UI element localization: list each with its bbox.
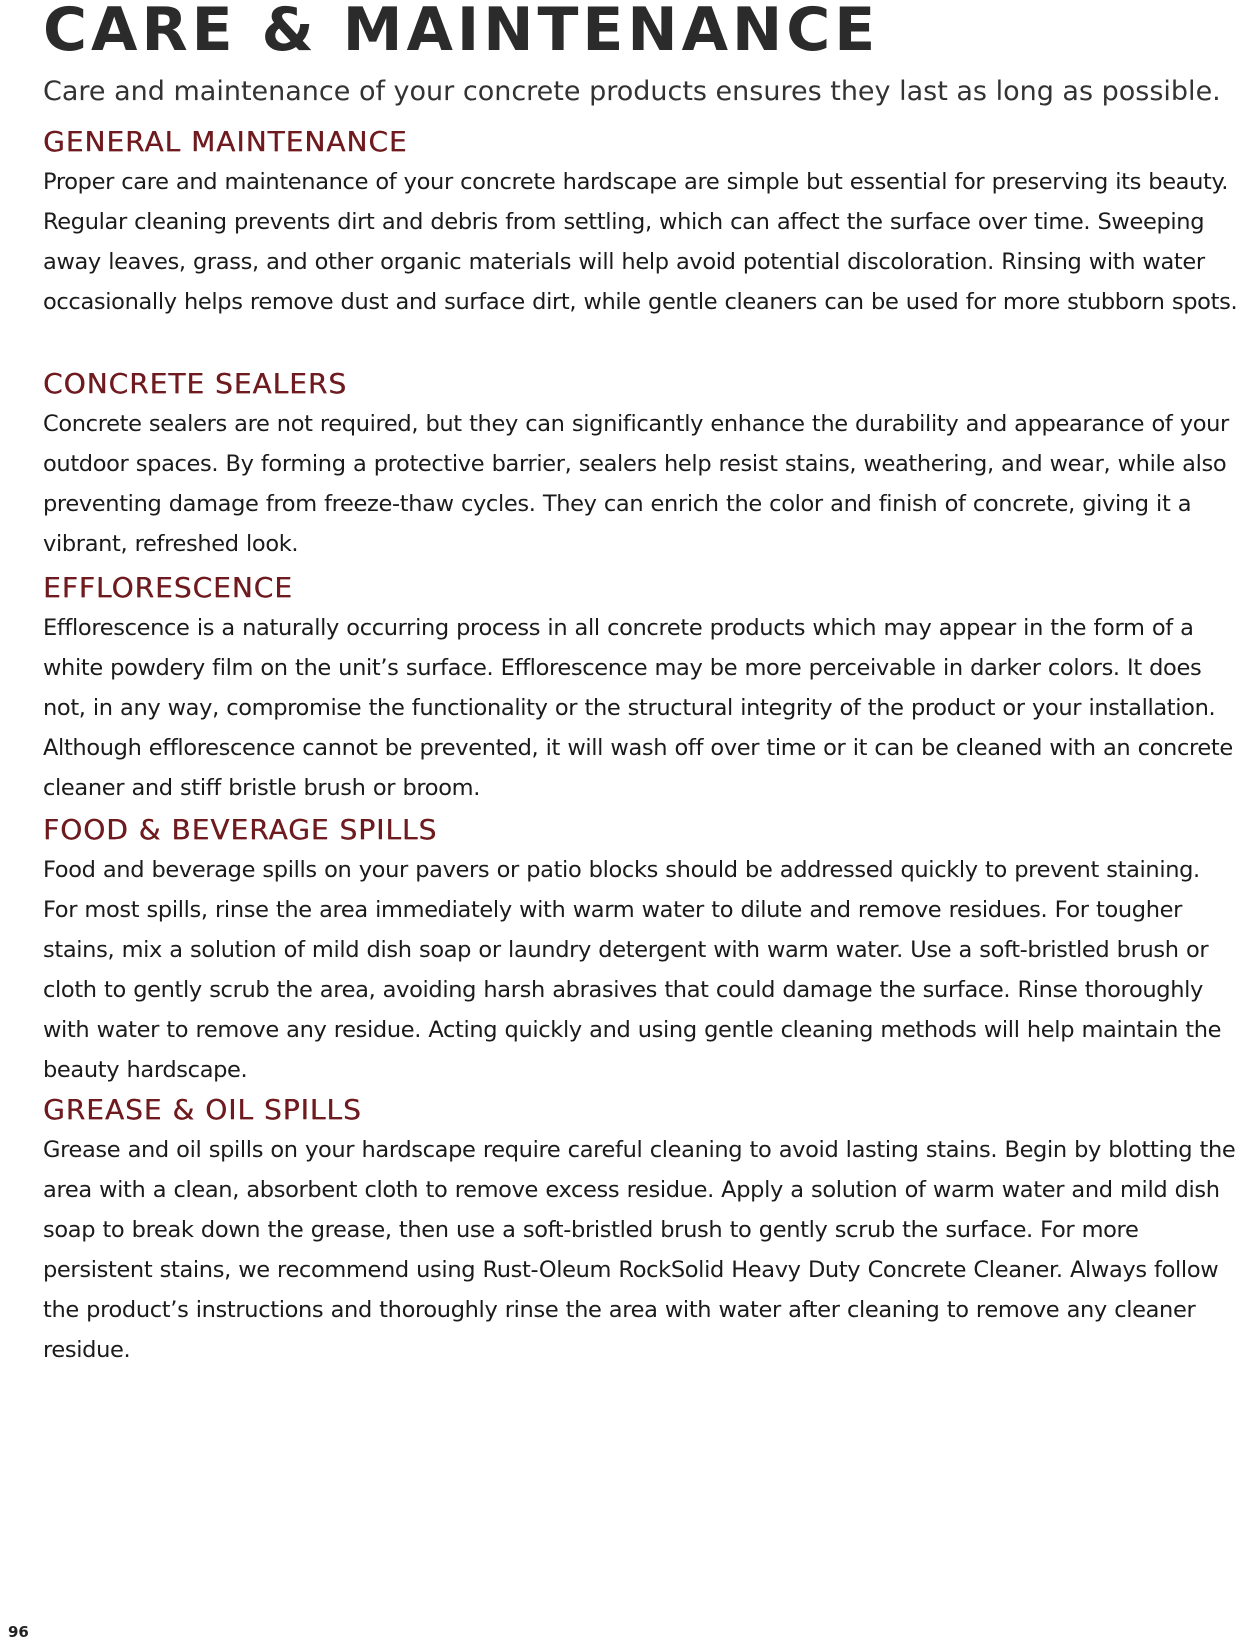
page-content bbox=[43, 0, 1238, 1363]
section-heading: EFFLORESCENCE bbox=[43, 571, 293, 604]
section-body: Proper care and maintenance of your concrete hardscape are simple but essential for preserving its beauty. Regular cleaning prevents dirt and debris from settling, which can affect the surface over time. Sweeping away leaves, grass, and other organic materials will help avoid potential discoloration. Rinsing with water occasionally helps remove dust and surface dirt, while gentle cleaners can be used for more stubborn spots. bbox=[43, 169, 1238, 315]
page-subtitle: Care and maintenance of your concrete products ensures they last as long as possible. bbox=[43, 76, 1221, 107]
section-body: Efflorescence is a naturally occurring process in all concrete products which may appear in the form of a white powdery film on the unit’s surface. Efflorescence may be more perceivable in darker colors. It does not, in any way, compromise the functionality or the structural integrity of the product or your installation. Although efflorescence cannot be prevented, it will wash off over time or it can be cleaned with an concrete cleaner and stiff bristle brush or broom. bbox=[43, 615, 1233, 801]
section-efflorescence bbox=[43, 568, 1238, 808]
section-body: Concrete sealers are not required, but they can significantly enhance the durability and appearance of your outdoor spaces. By forming a protective barrier, sealers help resist stains, weathering, and wear, while also preventing damage from freeze-thaw cycles. They can enrich the color and finish of concrete, giving it a vibrant, refreshed look. bbox=[43, 411, 1229, 557]
section-concrete-sealers bbox=[43, 364, 1238, 564]
section-food-beverage-spills bbox=[43, 810, 1238, 1090]
section-heading: CONCRETE SEALERS bbox=[43, 367, 348, 400]
section-heading: GENERAL MAINTENANCE bbox=[43, 125, 408, 158]
section-body: Grease and oil spills on your hardscape require careful cleaning to avoid lasting stains. Begin by blotting the area with a clean, absorbent cloth to remove excess residue. Apply a solution of warm water and mild dish soap to break down the grease, then use a soft-bristled brush to gently scrub the surface. For more persistent stains, we recommend using Rust-Oleum RockSolid Heavy Duty Concrete Cleaner. Always follow the product’s instructions and thoroughly rinse the area with water after cleaning to remove any cleaner residue. bbox=[43, 1137, 1236, 1363]
section-body: Food and beverage spills on your pavers or patio blocks should be addressed quickly to prevent staining. For most spills, rinse the area immediately with warm water to dilute and remove residues. For tougher stains, mix a solution of mild dish soap or laundry detergent with warm water. Use a soft-bristled brush or cloth to gently scrub the area, avoiding harsh abrasives that could damage the surface. Rinse thoroughly with water to remove any residue. Acting quickly and using gentle cleaning methods will help maintain the beauty hardscape. bbox=[43, 857, 1222, 1083]
page-number: 96 bbox=[8, 1623, 29, 1641]
section-grease-oil-spills bbox=[43, 1090, 1238, 1370]
section-general-maintenance bbox=[43, 122, 1238, 322]
page-title: CARE & MAINTENANCE bbox=[43, 0, 880, 65]
section-heading: GREASE & OIL SPILLS bbox=[43, 1093, 362, 1126]
section-heading: FOOD & BEVERAGE SPILLS bbox=[43, 813, 438, 846]
